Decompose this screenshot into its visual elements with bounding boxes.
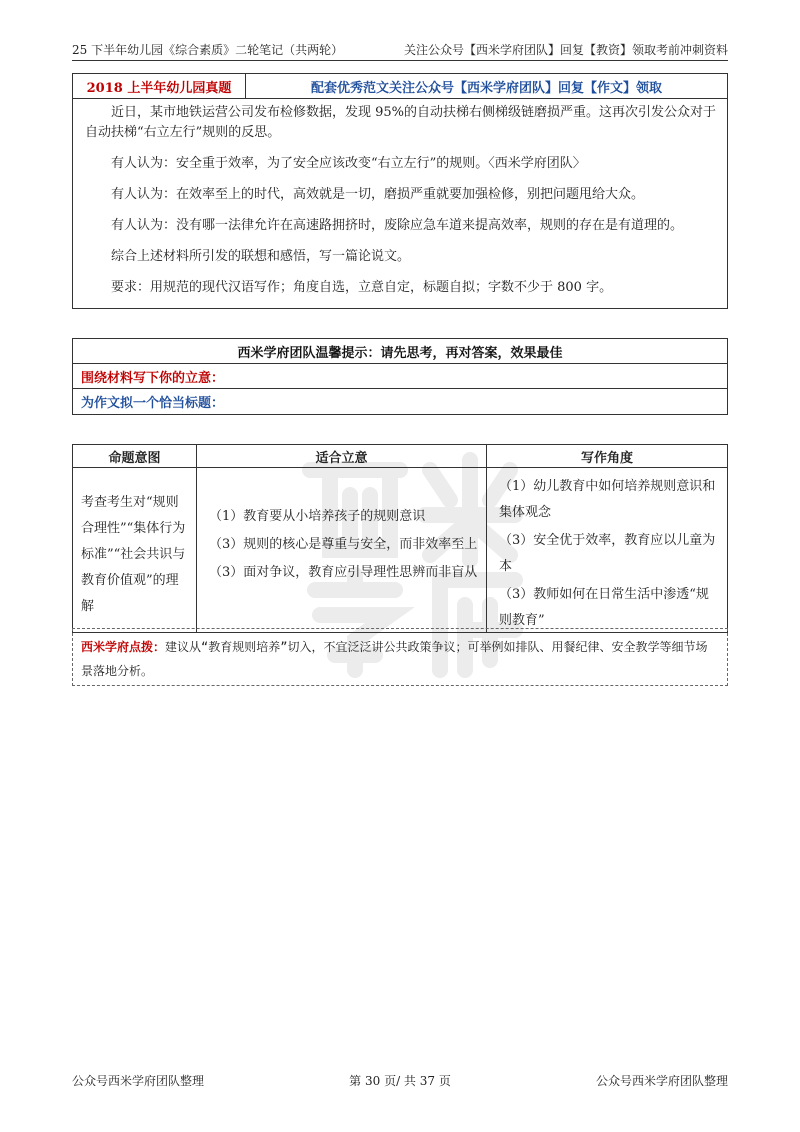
exam-tag: 2018 上半年幼儿园真题 — [73, 74, 246, 98]
note-text: 建议从“教育规则培养”切入，不宜泛泛讲公共政策争议；可举例如排队、用餐纪律、安全教学等细节场景落地分析。 — [81, 640, 708, 678]
question-header-row — [73, 74, 727, 99]
analysis-table — [72, 444, 728, 633]
tips-table — [72, 338, 728, 415]
header-intent: 命题意图 — [73, 445, 197, 467]
theme-item: （3）面对争议，教育应引导理性思辨而非盲从 — [209, 565, 478, 580]
question-paragraph: 有人认为：在效率至上的时代，高效就是一切，磨损严重就要加强检修，别把问题甩给大众。 — [111, 187, 645, 202]
header-angles: 写作角度 — [580, 450, 633, 466]
intent-text: 考查考生对“规则合理性”“集体行为标准”“社会共识与教育价值观”的理解 — [81, 495, 186, 614]
analysis-body-row — [73, 468, 727, 632]
footer-right: 公众号西米学府团队整理 — [595, 1074, 728, 1088]
question-paragraph: 近日，某市地铁运营公司发布检修数据，发现 95%的自动扶梯右侧梯级链磨损严重。这再次引发公众对于自动扶梯“右立左行”规则的反思。 — [85, 105, 717, 140]
header-themes: 适合立意 — [197, 445, 487, 467]
angle-item: （3）安全优于效率，教育应以儿童为本 — [499, 533, 716, 574]
note-label: 西米学府点拨： — [81, 640, 166, 654]
analysis-header-row — [73, 445, 727, 468]
question-table — [72, 73, 728, 309]
angles-cell — [487, 468, 727, 632]
angle-item: （3）教师如何在日常生活中渗透“规则教育” — [499, 587, 709, 628]
question-body — [73, 99, 727, 308]
intent-cell — [73, 468, 197, 632]
page-footer — [72, 1072, 728, 1089]
title-prompt: 为作文拟一个恰当标题： — [81, 396, 225, 411]
theme-prompt: 围绕材料写下你的立意： — [73, 364, 727, 389]
theme-item: （3）规则的核心是尊重与安全，而非效率至上 — [209, 537, 478, 552]
question-paragraph: 有人认为：没有哪一法律允许在高速路拥挤时，废除应急车道来提高效率，规则的存在是有道理的。 — [111, 218, 684, 233]
header-right: 关注公众号【西米学府团队】回复【教资】领取考前冲刺资料 — [403, 43, 728, 57]
angle-item: （1）幼儿教育中如何培养规则意识和集体观念 — [499, 479, 716, 520]
tips-title: 西米学府团队温馨提示：请先思考，再对答案，效果最佳 — [73, 339, 727, 364]
promo-text: 配套优秀范文关注公众号【西米学府团队】回复【作文】领取 — [310, 80, 662, 96]
page-number: 第 30 页/ 共 37 页 — [349, 1074, 451, 1088]
question-paragraph: 要求：用规范的现代汉语写作；角度自选，立意自定，标题自拟；字数不少于 800 字。 — [111, 280, 613, 295]
question-paragraph: 综合上述材料所引发的联想和感悟，写一篇论说文。 — [111, 249, 411, 264]
header-left: 25 下半年幼儿园《综合素质》二轮笔记（共两轮） — [72, 43, 344, 57]
question-paragraph: 有人认为：安全重于效率，为了安全应该改变“右立左行”的规则。〈西米学府团队〉 — [111, 156, 586, 171]
theme-item: （1）教育要从小培养孩子的规则意识 — [209, 509, 426, 524]
tip-note-box — [72, 628, 728, 686]
page-header — [72, 38, 728, 61]
footer-left: 公众号西米学府团队整理 — [72, 1074, 205, 1088]
themes-cell — [197, 468, 487, 632]
